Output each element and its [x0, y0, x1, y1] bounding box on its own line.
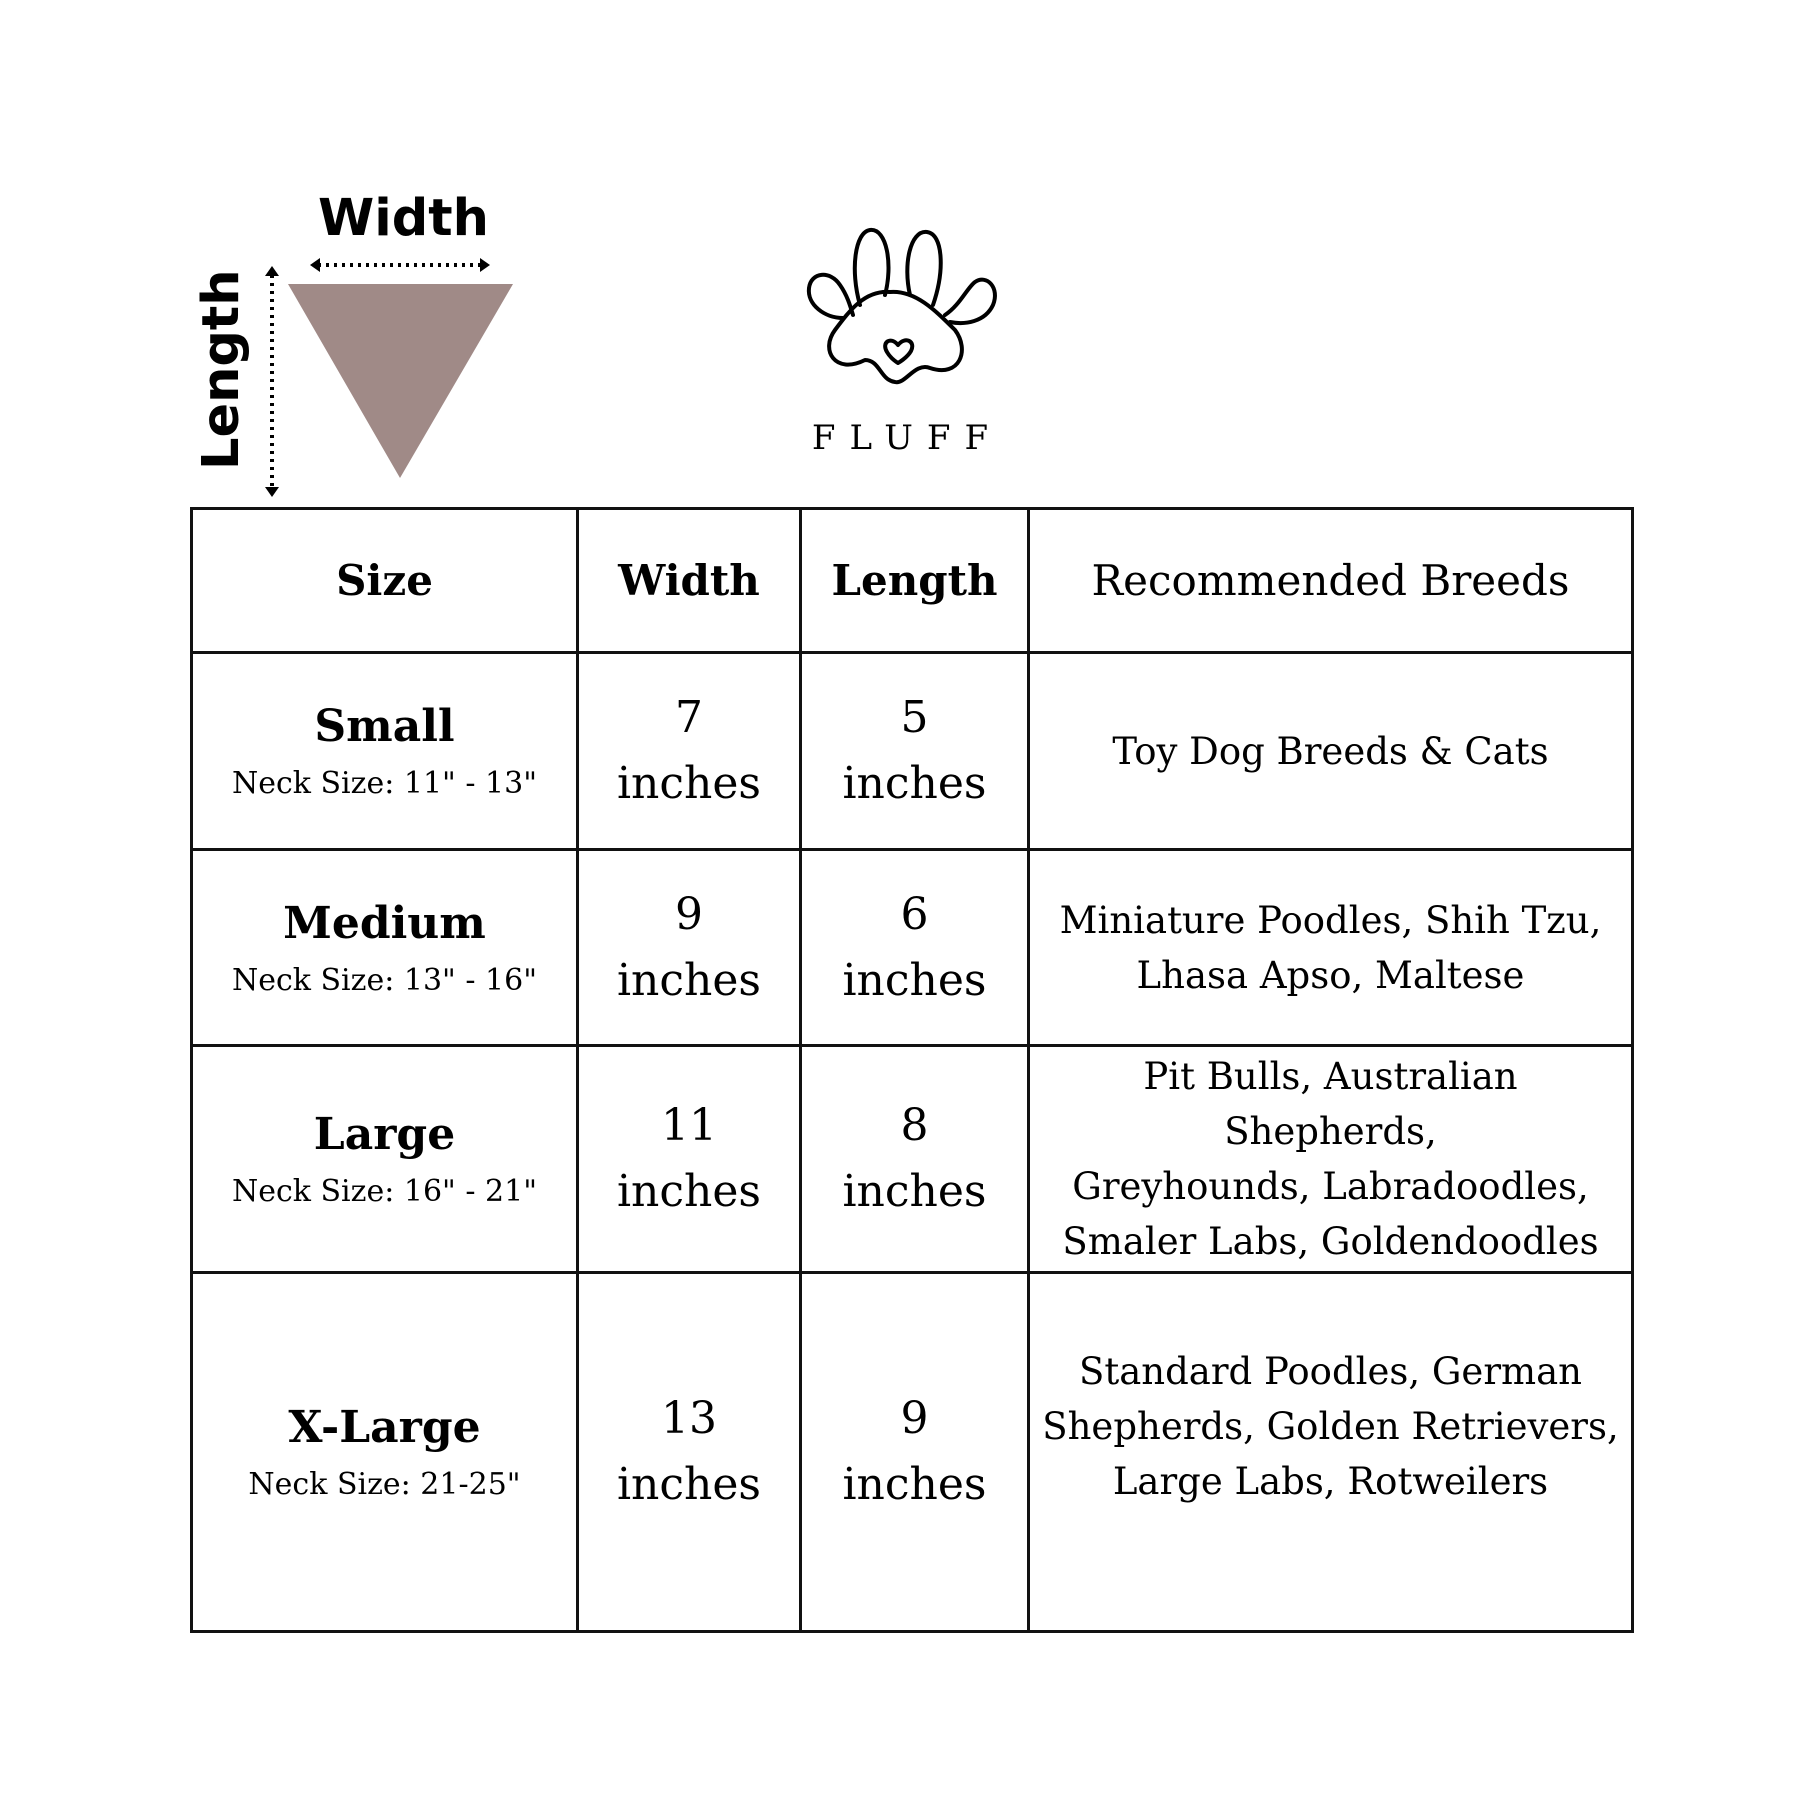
- breeds-line: Smaler Labs, Goldendoodles: [1062, 1220, 1599, 1263]
- table-row: [192, 850, 1633, 1046]
- breeds-cell: [1029, 850, 1633, 1046]
- width-cell: [578, 653, 801, 850]
- table-header-row: [192, 509, 1633, 653]
- width-value: 9: [675, 888, 703, 940]
- table-row: [192, 1273, 1633, 1632]
- width-unit: inches: [616, 954, 761, 1006]
- width-value: 13: [661, 1393, 717, 1444]
- width-unit: inches: [616, 1459, 761, 1510]
- header-size: Size: [192, 509, 578, 653]
- header-recommended-breeds: Recommended Breeds: [1029, 509, 1633, 653]
- table-row: [192, 1046, 1633, 1273]
- brand-name: FLUFF: [811, 418, 1003, 458]
- length-arrow: [265, 266, 279, 497]
- width-value: 7: [675, 692, 703, 743]
- paw-heart-icon: [795, 210, 1005, 410]
- breeds-line: Miniature Poodles, Shih Tzu,: [1059, 898, 1602, 942]
- size-cell: [192, 850, 578, 1046]
- neck-size: Neck Size: 16" - 21": [231, 1174, 538, 1209]
- header-length: Length: [801, 509, 1029, 653]
- breeds-line: Large Labs, Rotweilers: [1112, 1460, 1549, 1503]
- neck-size: Neck Size: 11" - 13": [231, 766, 538, 801]
- length-unit: inches: [842, 1166, 987, 1217]
- size-cell: [192, 1273, 578, 1632]
- size-name: X-Large: [288, 1402, 481, 1453]
- header-width: Width: [578, 509, 801, 653]
- neck-size: Neck Size: 21-25": [248, 1467, 521, 1502]
- length-cell: [801, 653, 1029, 850]
- breeds-cell: [1029, 1273, 1633, 1632]
- length-cell: [801, 1046, 1029, 1273]
- length-value: 6: [900, 888, 929, 940]
- width-cell: [578, 1046, 801, 1273]
- width-cell: [578, 850, 801, 1046]
- table-row: [192, 653, 1633, 850]
- length-cell: [801, 850, 1029, 1046]
- width-cell: [578, 1273, 801, 1632]
- breeds-line: Greyhounds, Labradoodles,: [1072, 1165, 1589, 1208]
- width-unit: inches: [616, 758, 761, 809]
- neck-size: Neck Size: 13" - 16": [231, 962, 538, 998]
- breeds-line: Pit Bulls, Australian Shepherds,: [1143, 1055, 1518, 1153]
- length-cell: [801, 1273, 1029, 1632]
- length-unit: inches: [842, 758, 987, 809]
- breeds-line: Lhasa Apso, Maltese: [1136, 953, 1525, 997]
- length-label: Length: [192, 269, 251, 470]
- size-cell: [192, 653, 578, 850]
- size-name: Large: [313, 1109, 456, 1160]
- width-value: 11: [661, 1100, 717, 1151]
- width-label: Width: [318, 189, 489, 248]
- breeds-cell: [1029, 1046, 1633, 1273]
- breeds-cell: [1029, 653, 1633, 850]
- width-arrow: [310, 258, 490, 272]
- size-name: Medium: [283, 897, 486, 949]
- width-unit: inches: [616, 1166, 761, 1217]
- brand-logo: [790, 210, 1010, 458]
- breeds-line: Shepherds, Golden Retrievers,: [1042, 1405, 1619, 1448]
- size-cell: [192, 1046, 578, 1273]
- breeds-line: Standard Poodles, German: [1079, 1350, 1582, 1393]
- bandana-triangle: [288, 284, 513, 478]
- length-unit: inches: [842, 954, 987, 1006]
- size-chart-table: [190, 507, 1634, 1633]
- length-value: 8: [900, 1100, 929, 1151]
- length-value: 9: [900, 1393, 929, 1444]
- length-unit: inches: [842, 1459, 987, 1510]
- size-name: Small: [314, 701, 455, 752]
- length-value: 5: [900, 692, 929, 743]
- breeds-line: Toy Dog Breeds & Cats: [1112, 729, 1549, 773]
